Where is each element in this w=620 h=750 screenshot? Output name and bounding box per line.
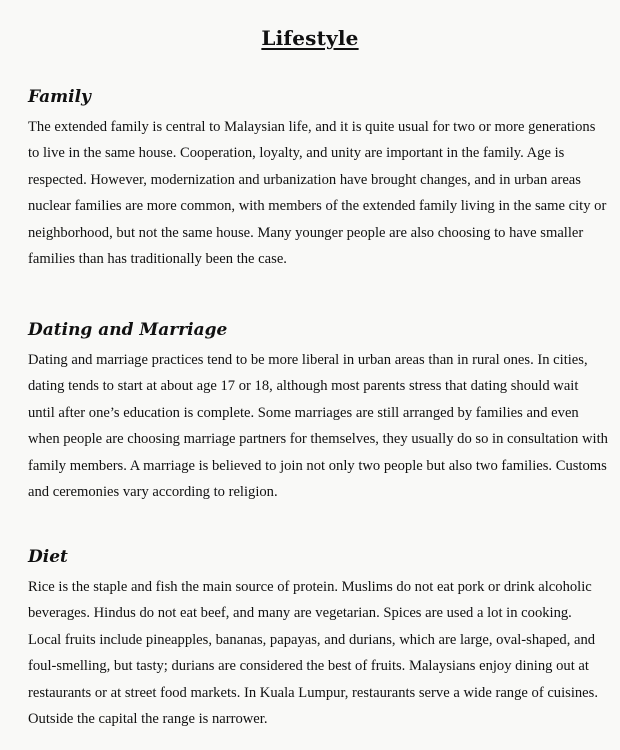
section-heading-family: Family bbox=[28, 87, 91, 107]
section-heading-diet: Diet bbox=[28, 547, 68, 567]
section-diet bbox=[28, 546, 608, 732]
section-body-dating-and-marriage: Dating and marriage practices tend to be more liberal in urban areas than in rural ones. In cities, dating tends to start at about age 17 or 18, although most parents stress that dating should wait until after one’s education is complete. Some marriages are still arranged by families and even when people are choosing marriage partners for themselves, they usually do so in consultation with family members. A marriage is believed to join not only two people but also two families. Customs and ceremonies vary according to religion. bbox=[28, 352, 608, 501]
section-dating-and-marriage bbox=[28, 319, 608, 505]
section-body-family: The extended family is central to Malaysian life, and it is quite usual for two or more generations to live in the same house. Cooperation, loyalty, and unity are important in the family. Age is respected. However, modernization and urbanization have brought changes, and in urban areas nuclear families are more common, with members of the extended family living in the same city or neighborhood, but not the same house. Many younger people are also choosing to have smaller families than has traditionally been the case. bbox=[28, 119, 607, 268]
page-title: Lifestyle bbox=[261, 26, 359, 50]
section-body-diet: Rice is the staple and fish the main source of protein. Muslims do not eat pork or drink alcoholic beverages. Hindus do not eat beef, and many are vegetarian. Spices are used a lot in cooking. Local fruits include pineapples, bananas, papayas, and durians, which are large, oval-shaped, and foul-smelling, but tasty; durians are considered the best of fruits. Malaysians enjoy dining out at restaurants or at street food markets. In Kuala Lumpur, restaurants serve a wide range of cuisines. Outside the capital the range is narrower. bbox=[28, 579, 598, 728]
section-family bbox=[28, 86, 608, 272]
section-heading-dating-and-marriage: Dating and Marriage bbox=[28, 320, 228, 340]
